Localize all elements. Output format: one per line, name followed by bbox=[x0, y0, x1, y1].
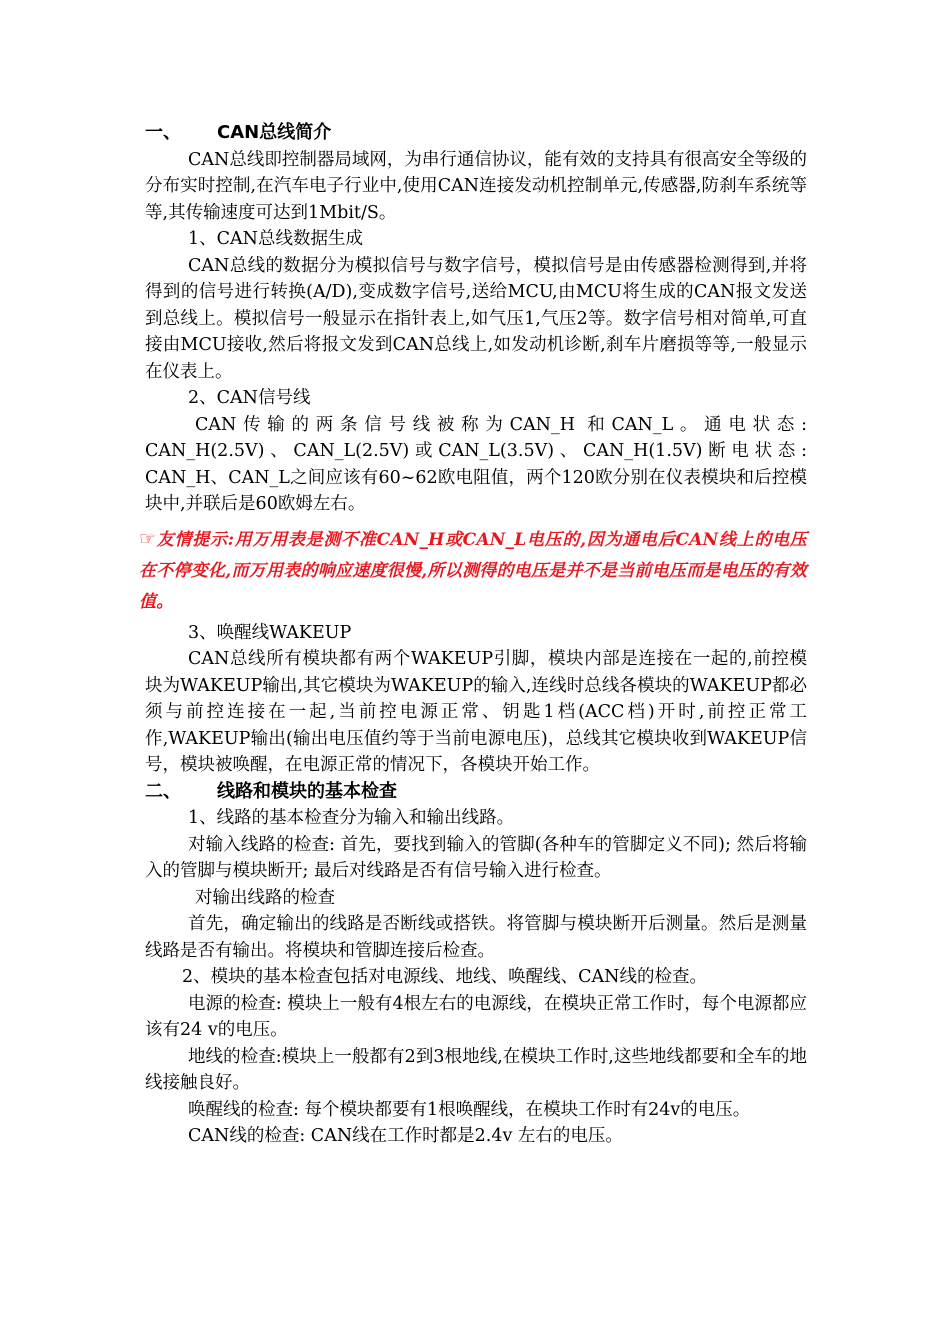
subheading-signal-lines: 2、CAN信号线 bbox=[188, 388, 311, 408]
signal-lines-paragraph: CAN传输的两条信号线被称为CAN_H 和CAN_L。通电状态: CAN_H(2.5V)、CAN_L(2.5V)或CAN_L(3.5V)、CAN_H(1.5V)断电状态: CAN_H、CAN_L之间应该有60~62欧电阻值，两个120欧分别在仪表模块和后控模块中,并联后是60欧姆左右。 bbox=[145, 414, 807, 514]
wakeup-check-paragraph: 唤醒线的检查: 每个模块都要有1根唤醒线，在模块工作时有24v的电压。 bbox=[188, 1099, 751, 1120]
friendly-tip-text: 友情提示:用万用表是测不准CAN_H或CAN_L电压的,因为通电后CAN线上的电压在不停变化,而万用表的响应速度很慢,所以测得的电压是并不是当前电压而是电压的有效值。 bbox=[139, 529, 807, 612]
input-line-check-paragraph: 对输入线路的检查: 首先，要找到输入的管脚(各种车的管脚定义不同); 然后将输入的管脚与模块断开; 最后对线路是否有信号输入进行检查。 bbox=[145, 834, 807, 881]
document-page bbox=[139, 120, 807, 1150]
section-2-title: 线路和模块的基本检查 bbox=[217, 780, 397, 802]
ground-check-paragraph: 地线的检查:模块上一般都有2到3根地线,在模块工作时,这些地线都要和全车的地线接触良好。 bbox=[145, 1046, 807, 1093]
section-1-number: 一、 bbox=[145, 122, 181, 143]
section-2-number: 二、 bbox=[145, 780, 181, 802]
section-1-title: CAN总线简介 bbox=[217, 122, 332, 143]
data-generation-paragraph: CAN总线的数据分为模拟信号与数字信号，模拟信号是由传感器检测得到,并将得到的信号进行转换(A/D),变成数字信号,送给MCU,由MCU将生成的CAN报文发送到总线上。模拟信号一般显示在指针表上,如气压1,气压2等。数字信号相对简单,可直接由MCU接收,然后将报文发到CAN总线上,如发动机诊断,刹车片磨损等等,一般显示在仪表上。 bbox=[145, 255, 807, 382]
pointing-hand-icon: ☞ bbox=[139, 527, 157, 550]
section-1-heading bbox=[145, 120, 807, 147]
wakeup-paragraph: CAN总线所有模块都有两个WAKEUP引脚，模块内部是连接在一起的,前控模块为WAKEUP输出,其它模块为WAKEUP的输入,连线时总线各模块的WAKEUP都必须与前控连接在一起,当前控电源正常、钥匙1档(ACC档)开时,前控正常工作,WAKEUP输出(输出电压值约等于当前电源电压)，总线其它模块收到WAKEUP信号，模块被唤醒，在电源正常的情况下，各模块开始工作。 bbox=[145, 649, 807, 775]
output-line-check-heading: 对输出线路的检查 bbox=[195, 887, 335, 908]
power-check-paragraph: 电源的检查: 模块上一般有4根左右的电源线，在模块正常工作时，每个电源都应该有24 v的电压。 bbox=[145, 993, 807, 1040]
subheading-wakeup: 3、唤醒线WAKEUP bbox=[188, 622, 352, 643]
module-check-intro: 2、模块的基本检查包括对电源线、地线、唤醒线、CAN线的检查。 bbox=[182, 967, 707, 987]
subheading-data-generation: 1、CAN总线数据生成 bbox=[188, 229, 363, 249]
output-line-check-paragraph: 首先，确定输出的线路是否断线或搭铁。将管脚与模块断开后测量。然后是测量线路是否有输出。将模块和管脚连接后检查。 bbox=[145, 914, 807, 961]
can-intro-paragraph: CAN总线即控制器局域网，为串行通信协议，能有效的支持具有很高安全等级的分布实时控制,在汽车电子行业中,使用CAN连接发动机控制单元,传感器,防刹车系统等等,其传输速度可达到1Mbit/S。 bbox=[145, 149, 807, 223]
friendly-tip bbox=[139, 524, 807, 618]
line-check-intro: 1、线路的基本检查分为输入和输出线路。 bbox=[188, 808, 515, 828]
can-line-check-paragraph: CAN线的检查: CAN线在工作时都是2.4v 左右的电压。 bbox=[188, 1126, 623, 1146]
section-2-heading bbox=[145, 779, 807, 806]
